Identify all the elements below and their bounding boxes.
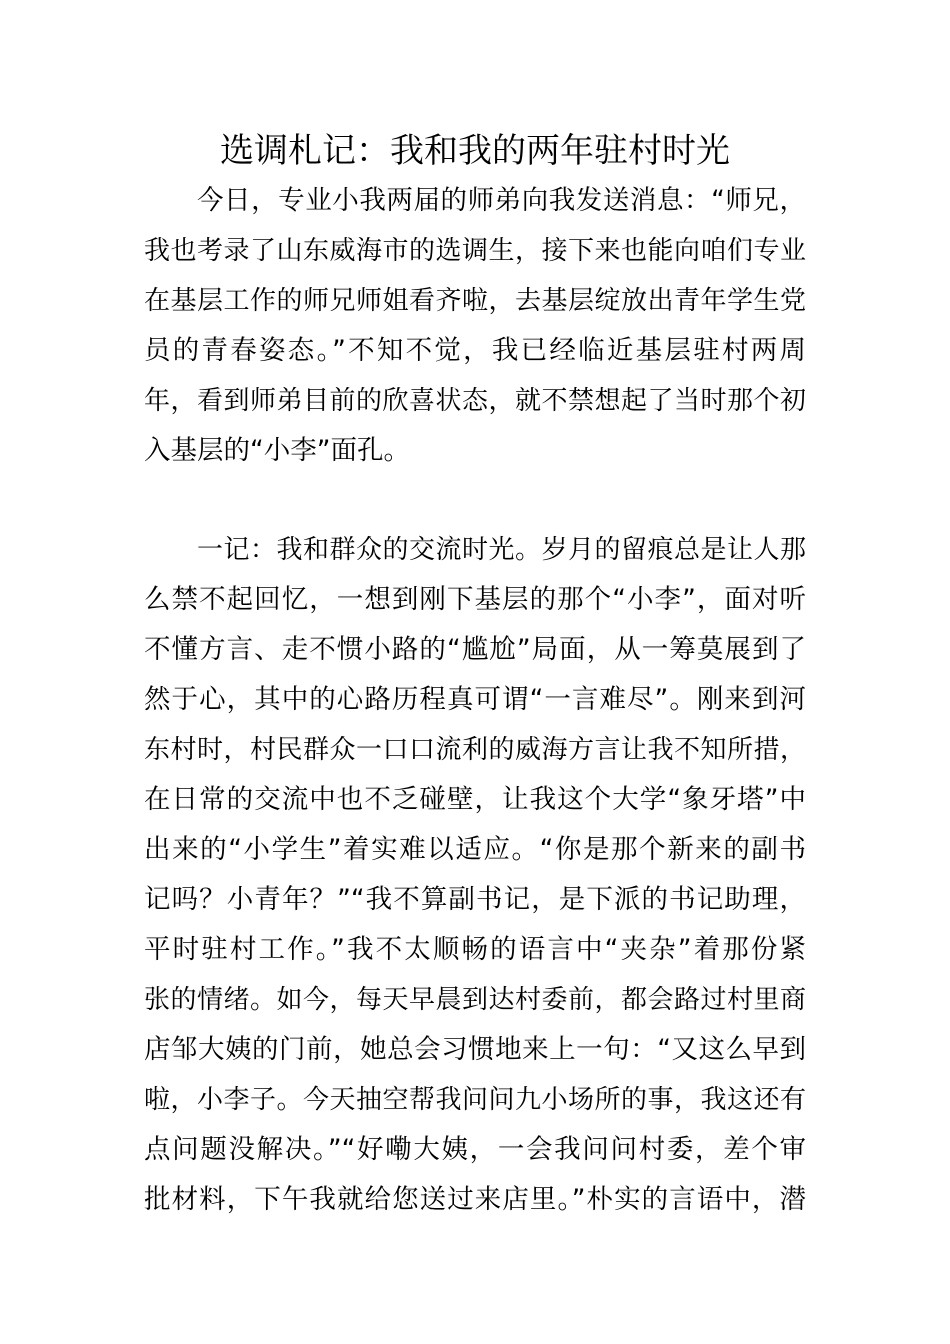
text-line: 平时驻村工作。”我不太顺畅的语言中“夹杂”着那份紧 (144, 934, 806, 965)
text-line: 啦，小李子。今天抽空帮我问问九小场所的事，我这还有 (144, 1085, 806, 1115)
text-line: 么禁不起回忆，一想到刚下基层的那个“小李”，面对听 (144, 584, 806, 615)
text-line: 一记：我和群众的交流时光。岁月的留痕总是让人那 (197, 535, 806, 565)
document-title: 选调札记：我和我的两年驻村时光 (220, 131, 730, 171)
text-line: 在日常的交流中也不乏碰壁，让我这个大学“象牙塔”中 (144, 784, 806, 815)
text-line: 在基层工作的师兄师姐看齐啦，去基层绽放出青年学生党 (144, 286, 806, 316)
text-line: 批材料，下午我就给您送过来店里。”朴实的言语中，潜 (144, 1184, 806, 1215)
text-line: 张的情绪。如今，每天早晨到达村委前，都会路过村里商 (144, 985, 806, 1015)
text-line: 点问题没解决。”“好嘞大姨，一会我问问村委，差个审 (144, 1134, 806, 1165)
text-line: 年，看到师弟目前的欣喜状态，就不禁想起了当时那个初 (144, 386, 806, 416)
text-line: 东村时，村民群众一口口流利的威海方言让我不知所措， (144, 735, 806, 765)
text-line: 店邹大姨的门前，她总会习惯地来上一句：“又这么早到 (144, 1034, 806, 1065)
text-line: 然于心，其中的心路历程真可谓“一言难尽”。刚来到河 (144, 684, 806, 715)
paragraph-intro (144, 176, 806, 476)
text-line: 不懂方言、走不惯小路的“尴尬”局面，从一筹莫展到了 (144, 634, 806, 665)
paragraph-first-note (144, 525, 806, 1225)
text-line: 我也考录了山东威海市的选调生，接下来也能向咱们专业 (144, 236, 806, 266)
text-line: 员的青春姿态。”不知不觉，我已经临近基层驻村两周 (144, 335, 806, 366)
text-line: 出来的“小学生”着实难以适应。“你是那个新来的副书 (144, 834, 806, 865)
text-line: 入基层的“小李”面孔。 (144, 435, 410, 466)
text-line: 记吗？小青年？”“我不算副书记，是下派的书记助理， (144, 884, 806, 915)
text-line: 今日，专业小我两届的师弟向我发送消息：“师兄， (197, 185, 806, 216)
